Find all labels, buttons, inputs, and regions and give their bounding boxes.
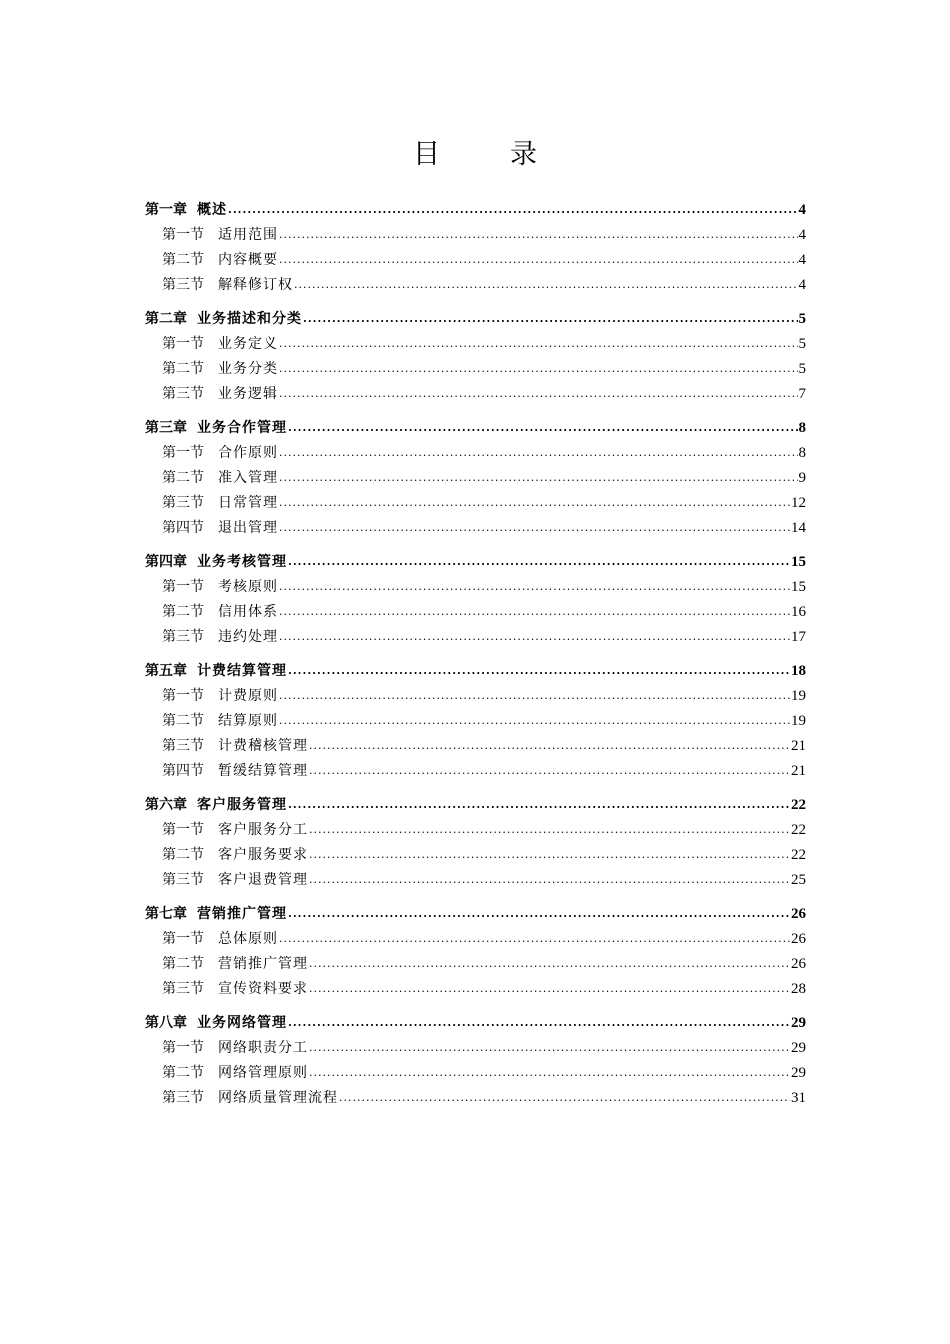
dot-leader [339,1085,790,1110]
dot-leader [288,792,790,817]
section-page-number: 5 [798,336,806,352]
section-number: 第三节 [162,386,204,402]
chapter-page-number: 4 [798,202,806,218]
dot-leader [279,926,790,951]
dot-leader [279,440,798,465]
toc-section-entry[interactable] [145,927,806,952]
chapter-number: 第三章 [145,420,187,436]
section-number: 第二节 [162,470,204,486]
toc-section-entry[interactable] [145,516,806,541]
toc-section-entry[interactable] [145,759,806,784]
dot-leader [279,515,790,540]
section-title: 网络职责分工 [218,1040,308,1056]
section-page-number: 17 [791,629,806,645]
section-page-number: 4 [798,277,806,293]
section-title: 总体原则 [218,931,278,947]
chapter-title: 业务网络管理 [197,1015,287,1031]
section-title: 营销推广管理 [218,956,308,972]
section-title: 考核原则 [218,579,278,595]
toc-section-entry[interactable] [145,441,806,466]
section-page-number: 4 [798,252,806,268]
toc-section-entry[interactable] [145,332,806,357]
toc-section-entry[interactable] [145,382,806,407]
section-title: 合作原则 [218,445,278,461]
section-number: 第二节 [162,1065,204,1081]
dot-leader [309,951,790,976]
dot-leader [288,658,790,683]
page-title [0,132,950,171]
section-page-number: 7 [798,386,806,402]
section-title: 网络质量管理流程 [218,1090,338,1106]
toc-section-entry[interactable] [145,977,806,1002]
chapter-title: 计费结算管理 [197,663,287,679]
toc-section-entry[interactable] [145,868,806,893]
section-number: 第四节 [162,763,204,779]
section-number: 第二节 [162,361,204,377]
section-page-number: 12 [791,495,806,511]
dot-leader [288,901,790,926]
section-number: 第三节 [162,981,204,997]
toc-section-entry[interactable] [145,491,806,516]
toc-section-entry[interactable] [145,625,806,650]
section-title: 违约处理 [218,629,278,645]
section-title: 业务逻辑 [218,386,278,402]
section-title: 信用体系 [218,604,278,620]
dot-leader [279,222,798,247]
section-page-number: 31 [791,1090,806,1106]
toc-chapter-entry[interactable] [145,550,806,575]
toc-section-entry[interactable] [145,709,806,734]
section-title: 结算原则 [218,713,278,729]
dot-leader [309,758,790,783]
chapter-number: 第四章 [145,554,187,570]
toc-section-entry[interactable] [145,248,806,273]
title-char-1: 目 [413,139,440,170]
dot-leader [309,867,790,892]
chapter-number: 第一章 [145,202,187,218]
section-title: 适用范围 [218,227,278,243]
section-title: 计费原则 [218,688,278,704]
chapter-page-number: 18 [791,663,806,679]
dot-leader [288,1010,790,1035]
section-title: 业务分类 [218,361,278,377]
section-title: 退出管理 [218,520,278,536]
section-number: 第三节 [162,629,204,645]
section-number: 第三节 [162,872,204,888]
dot-leader [288,549,790,574]
chapter-page-number: 5 [798,311,806,327]
section-page-number: 29 [791,1065,806,1081]
dot-leader [288,415,798,440]
chapter-number: 第五章 [145,663,187,679]
section-page-number: 29 [791,1040,806,1056]
dot-leader [279,356,798,381]
section-number: 第一节 [162,688,204,704]
section-title: 网络管理原则 [218,1065,308,1081]
toc-section-entry[interactable] [145,600,806,625]
section-title: 日常管理 [218,495,278,511]
toc-section-entry[interactable] [145,575,806,600]
chapter-title: 业务考核管理 [197,554,287,570]
section-title: 准入管理 [218,470,278,486]
section-number: 第一节 [162,1040,204,1056]
toc-section-entry[interactable] [145,223,806,248]
dot-leader [309,1060,790,1085]
dot-leader [303,306,798,331]
section-page-number: 21 [791,738,806,754]
section-number: 第三节 [162,495,204,511]
section-title: 计费稽核管理 [218,738,308,754]
dot-leader [309,1035,790,1060]
dot-leader [279,381,798,406]
dot-leader [279,574,790,599]
section-page-number: 14 [791,520,806,536]
chapter-number: 第六章 [145,797,187,813]
chapter-page-number: 8 [798,420,806,436]
toc-section-entry[interactable] [145,684,806,709]
toc-chapter-entry[interactable] [145,659,806,684]
section-page-number: 19 [791,688,806,704]
chapter-number: 第二章 [145,311,187,327]
dot-leader [279,247,798,272]
chapter-title: 业务描述和分类 [197,311,302,327]
section-page-number: 9 [798,470,806,486]
section-number: 第一节 [162,822,204,838]
dot-leader [279,490,790,515]
dot-leader [279,624,790,649]
toc-chapter-entry[interactable] [145,902,806,927]
section-title: 客户服务要求 [218,847,308,863]
section-page-number: 28 [791,981,806,997]
chapter-title: 概述 [197,202,227,218]
toc-section-entry[interactable] [145,1086,806,1111]
section-number: 第三节 [162,1090,204,1106]
section-number: 第二节 [162,252,204,268]
toc-section-entry[interactable] [145,273,806,298]
toc-chapter-entry[interactable] [145,1011,806,1036]
section-number: 第三节 [162,277,204,293]
chapter-page-number: 22 [791,797,806,813]
toc-section-entry[interactable] [145,734,806,759]
toc-section-entry[interactable] [145,357,806,382]
section-page-number: 5 [798,361,806,377]
dot-leader [294,272,798,297]
section-page-number: 22 [791,847,806,863]
chapter-page-number: 26 [791,906,806,922]
dot-leader [279,708,790,733]
dot-leader [279,465,798,490]
dot-leader [309,733,790,758]
section-number: 第一节 [162,227,204,243]
chapter-title: 客户服务管理 [197,797,287,813]
section-page-number: 26 [791,931,806,947]
toc-chapter-entry[interactable] [145,416,806,441]
section-page-number: 8 [798,445,806,461]
dot-leader [309,842,790,867]
toc-chapter-entry[interactable] [145,198,806,223]
section-title: 客户服务分工 [218,822,308,838]
toc-section-entry[interactable] [145,952,806,977]
dot-leader [279,599,790,624]
section-page-number: 4 [798,227,806,243]
dot-leader [279,331,798,356]
section-title: 宣传资料要求 [218,981,308,997]
section-page-number: 16 [791,604,806,620]
section-title: 暂缓结算管理 [218,763,308,779]
section-page-number: 21 [791,763,806,779]
title-char-2: 录 [510,139,537,170]
toc-section-entry[interactable] [145,843,806,868]
section-number: 第四节 [162,520,204,536]
section-number: 第二节 [162,713,204,729]
chapter-number: 第八章 [145,1015,187,1031]
section-number: 第二节 [162,956,204,972]
section-page-number: 22 [791,822,806,838]
section-page-number: 26 [791,956,806,972]
section-title: 解释修订权 [218,277,293,293]
section-number: 第一节 [162,445,204,461]
chapter-title: 营销推广管理 [197,906,287,922]
section-number: 第二节 [162,847,204,863]
chapter-number: 第七章 [145,906,187,922]
section-number: 第一节 [162,931,204,947]
section-number: 第三节 [162,738,204,754]
chapter-title: 业务合作管理 [197,420,287,436]
chapter-page-number: 15 [791,554,806,570]
dot-leader [279,683,790,708]
toc-chapter-entry[interactable] [145,793,806,818]
section-number: 第一节 [162,336,204,352]
toc-section-entry[interactable] [145,1036,806,1061]
section-page-number: 19 [791,713,806,729]
toc-section-entry[interactable] [145,1061,806,1086]
section-title: 业务定义 [218,336,278,352]
dot-leader [228,197,798,222]
section-title: 客户退费管理 [218,872,308,888]
toc-section-entry[interactable] [145,466,806,491]
dot-leader [309,817,790,842]
chapter-page-number: 29 [791,1015,806,1031]
section-number: 第一节 [162,579,204,595]
section-title: 内容概要 [218,252,278,268]
section-page-number: 25 [791,872,806,888]
section-number: 第二节 [162,604,204,620]
table-of-contents [145,198,806,1111]
section-page-number: 15 [791,579,806,595]
dot-leader [309,976,790,1001]
toc-chapter-entry[interactable] [145,307,806,332]
toc-section-entry[interactable] [145,818,806,843]
